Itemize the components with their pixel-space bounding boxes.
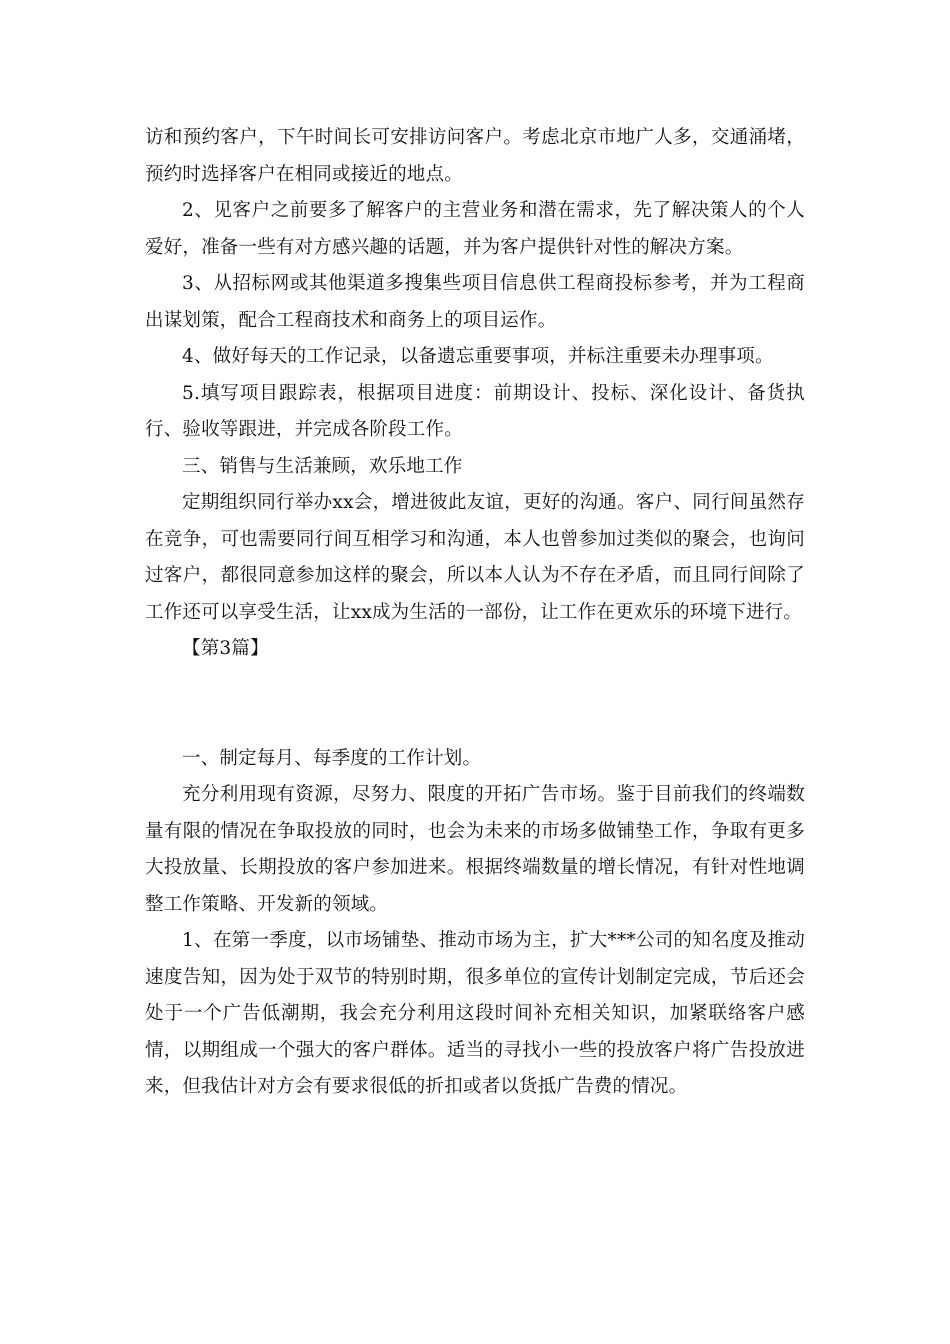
paragraph-section-1-body: 充分利用现有资源，尽努力、限度的开拓广告市场。鉴于目前我们的终端数量有限的情况在争取投放的同时，也会为未来的市场多做铺垫工作，争取有更多大投放量、长期投放的客户参加进来。根据终端数量的增长情况，有针对性地调整工作策略、开发新的领域。: [145, 784, 805, 915]
article-marker: 【第3篇】: [182, 638, 269, 659]
section-heading-3: 三、销售与生活兼顾，欢乐地工作: [182, 455, 463, 477]
document-body: [145, 120, 805, 1106]
paragraph-item-3: 3、从招标网或其他渠道多搜集些项目信息供工程商投标参考，并为工程商出谋划策，配合工程商技术和商务上的项目运作。: [145, 273, 805, 331]
paragraph-continued: 访和预约客户，下午时间长可安排访问客户。考虑北京市地广人多，交通涌堵，预约时选择客户在相同或接近的地点。: [145, 127, 805, 185]
paragraph-item-2: 2、见客户之前要多了解客户的主营业务和潜在需求，先了解决策人的个人爱好，准备一些有对方感兴趣的话题，并为客户提供针对性的解决方案。: [145, 200, 805, 258]
paragraph-quarter-1: 1、在第一季度，以市场铺垫、推动市场为主，扩大***公司的知名度及推动速度告知，因为处于双节的特别时期，很多单位的宣传计划制定完成，节后还会处于一个广告低潮期，我会充分利用这段时间补充相关知识，加紧联络客户感情，以期组成一个强大的客户群体。适当的寻找小一些的投放客户将广告投放进来，但我估计对方会有要求很低的折扣或者以货抵广告费的情况。: [145, 930, 805, 1097]
paragraph-section-3-body: 定期组织同行举办xx会，增进彼此友谊，更好的沟通。客户、同行间虽然存在竞争，可也需要同行间互相学习和沟通，本人也曾参加过类似的聚会，也询问过客户，都很同意参加这样的聚会，所以本人认为不存在矛盾，而且同行间除了工作还可以享受生活，让xx成为生活的一部份，让工作在更欢乐的环境下进行。: [145, 492, 805, 623]
section-heading-1: 一、制定每月、每季度的工作计划。: [182, 747, 482, 769]
paragraph-item-4: 4、做好每天的工作记录，以备遗忘重要事项，并标注重要未办理事项。: [182, 346, 774, 367]
blank-gap: [145, 668, 805, 741]
paragraph-item-5: 5.填写项目跟踪表，根据项目进度：前期设计、投标、深化设计、备货执行、验收等跟进，并完成各阶段工作。: [145, 382, 805, 440]
